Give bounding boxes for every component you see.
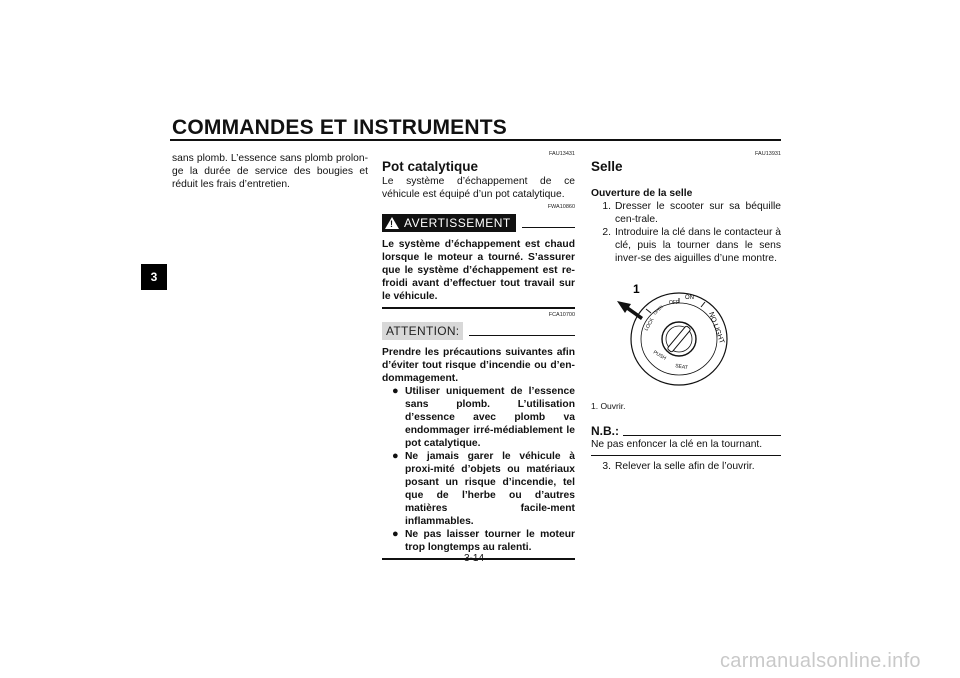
attention-badge: ATTENTION: [382, 322, 463, 340]
steps-list [591, 200, 781, 265]
section-title-catalytic: Pot catalytique [382, 159, 479, 174]
column-2 [382, 150, 575, 560]
section-code: FAU13431 [549, 151, 575, 157]
ring-label-no-light: NO LIGHT [707, 311, 726, 345]
warning-code: FWA10860 [547, 204, 575, 210]
figure-caption: 1. Ouvrir. [591, 401, 626, 411]
bullet-icon: ● [392, 528, 399, 540]
subsection-title: Ouverture de la selle [591, 188, 693, 199]
warning-text: Le système d’échappement est chaud lorsque le moteur a tourné. S’assurer que le système d’échappement est re-froidi avant d’effectuer tout travail sur le véhicule. [382, 239, 575, 302]
attention-bullets [382, 385, 575, 554]
warning-badge [382, 214, 516, 232]
attention-text: Prendre les précautions suivantes afin d’éviter tout risque d’incendie ou d’en-dommagement. [382, 347, 575, 384]
list-item: ● Ne pas laisser tourner le moteur trop longtemps au ralenti. [392, 528, 575, 553]
steps-list-continued [591, 460, 781, 473]
nb-label: N.B.: [591, 424, 619, 438]
header-rule [170, 139, 781, 141]
warning-header [382, 214, 575, 232]
warning-triangle-icon: ! [385, 217, 399, 229]
nb-text: Ne pas enfoncer la clé en la tournant. [591, 439, 763, 450]
ring-label-open: OPEN [652, 304, 664, 316]
page-title: COMMANDES ET INSTRUMENTS [172, 116, 507, 139]
ignition-switch-illustration [591, 273, 781, 398]
ignition-switch-figure [591, 273, 781, 398]
col1-paragraph: sans plomb. L’essence sans plomb prolon-ge la durée de service des bougies et réduit les frais d’entretien. [172, 153, 368, 190]
warning-label: AVERTISSEMENT [404, 215, 511, 230]
column-1 [172, 152, 368, 191]
list-item: ● Ne jamais garer le véhicule à proxi-mité d’objets ou matériaux posant un risque d’incendie, tel que de l’herbe ou d’autres matières facile-ment inflammables. [392, 450, 575, 527]
list-item: 2. Introduire la clé dans le contacteur à clé, puis la tourner dans le sens inver-se des aiguilles d’une montre. [602, 227, 781, 264]
page-number: 3-14 [464, 553, 485, 564]
bullet-icon: ● [392, 450, 399, 462]
nb-header [591, 425, 781, 438]
ring-label-push: PUSH [652, 349, 668, 362]
watermark: carmanualsonline.info [720, 650, 921, 672]
list-item: 3. Relever la selle afin de l’ouvrir. [602, 461, 755, 472]
column-3 [591, 150, 781, 473]
nb-end-rule [591, 455, 781, 456]
ring-label-off: OFF [669, 300, 679, 306]
list-item: 1. Dresser le scooter sur sa béquille cen-trale. [602, 201, 781, 225]
section-title-seat: Selle [591, 159, 623, 174]
ring-label-lock: LOCK [643, 317, 656, 332]
list-item: ● Utiliser uniquement de l’essence sans plomb. L’utilisation d’essence avec plomb va endommager irré-médiablement le pot catalytique. [392, 385, 575, 449]
bullet-icon: ● [392, 385, 399, 397]
catalytic-intro: Le système d’échappement de ce véhicule est équipé d’un pot catalytique. [382, 176, 575, 200]
attention-header [382, 322, 575, 340]
warning-end-rule [382, 307, 575, 309]
ring-label-on: ON [685, 295, 694, 301]
chapter-tab: 3 [141, 264, 167, 290]
ring-label-seat: SEAT [674, 363, 689, 372]
callout-number: 1 [633, 282, 640, 296]
section-code: FAU13931 [755, 151, 781, 157]
attention-code: FCA10700 [548, 312, 575, 318]
